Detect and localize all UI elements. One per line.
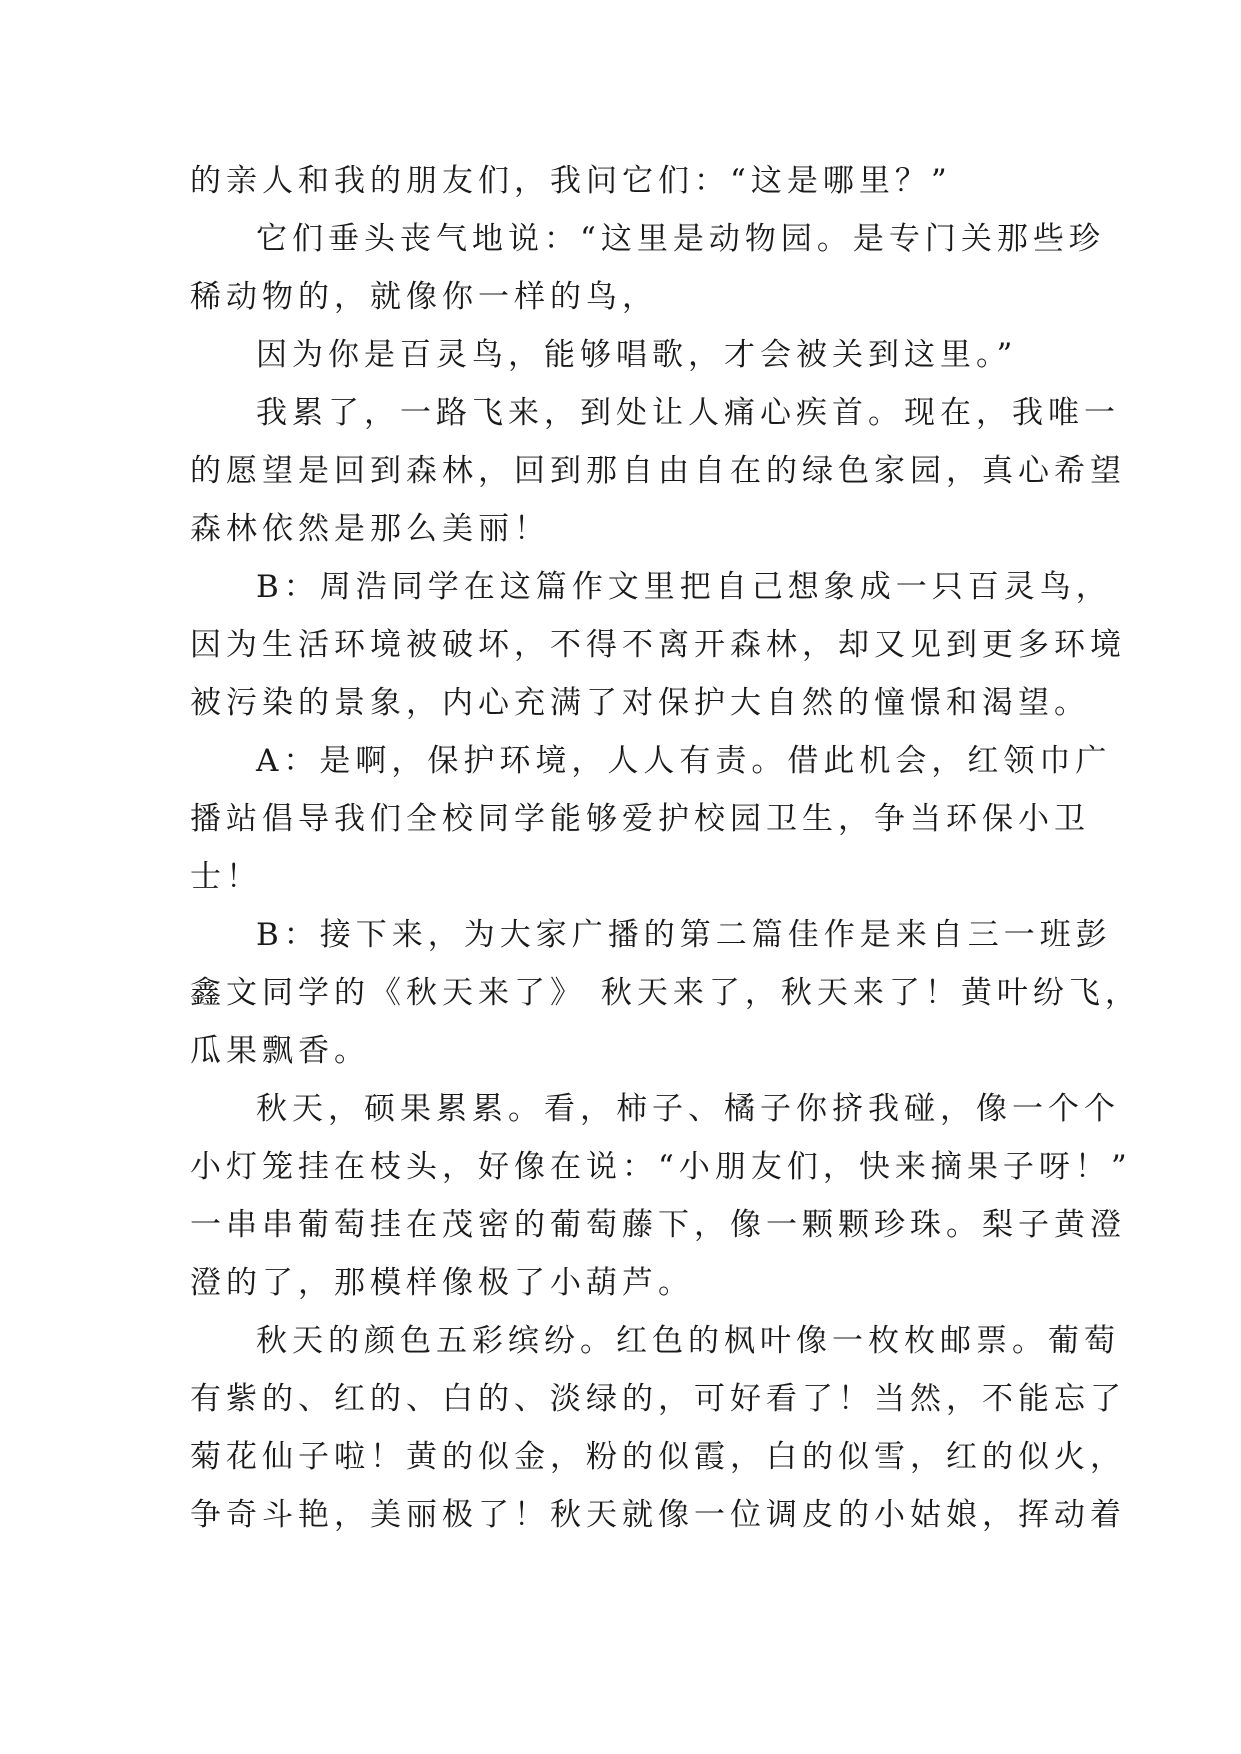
text-line: 鑫文同学的《秋天来了》 秋天来了，秋天来了！黄叶纷飞， xyxy=(190,975,1141,1011)
text-line: 它们垂头丧气地说：“这里是动物园。是专门关那些珍 xyxy=(256,221,1105,257)
text-line: 因为生活环境被破坏，不得不离开森林，却又见到更多环境 xyxy=(190,627,1126,663)
text-line: 因为你是百灵鸟，能够唱歌，才会被关到这里。” xyxy=(256,337,1018,373)
text-line: B：周浩同学在这篇作文里把自己想象成一只百灵鸟， xyxy=(256,569,1112,605)
text-line: 一串串葡萄挂在茂密的葡萄藤下，像一颗颗珍珠。梨子黄澄 xyxy=(190,1207,1126,1243)
text-line: 播站倡导我们全校同学能够爱护校园卫生，争当环保小卫 xyxy=(190,801,1090,837)
text-line: 稀动物的，就像你一样的鸟， xyxy=(190,279,658,315)
document-text-body xyxy=(190,152,1141,1544)
text-line: 的亲人和我的朋友们，我问它们：“这是哪里？” xyxy=(190,163,952,199)
text-line: 小灯笼挂在枝头，好像在说：“小朋友们，快来摘果子呀！” xyxy=(190,1149,1132,1185)
text-line: 菊花仙子啦！黄的似金，粉的似霞，白的似雪，红的似火， xyxy=(190,1439,1126,1475)
text-line: 我累了，一路飞来，到处让人痛心疾首。现在，我唯一 xyxy=(256,395,1120,431)
text-line: 秋天，硕果累累。看，柿子、橘子你挤我碰，像一个个 xyxy=(256,1091,1120,1127)
text-line: 士！ xyxy=(190,859,262,895)
text-line: 有紫的、红的、白的、淡绿的，可好看了！当然，不能忘了 xyxy=(190,1381,1126,1417)
text-line: 的愿望是回到森林，回到那自由自在的绿色家园，真心希望 xyxy=(190,453,1126,489)
text-line: 秋天的颜色五彩缤纷。红色的枫叶像一枚枚邮票。葡萄 xyxy=(256,1323,1120,1359)
text-line: 森林依然是那么美丽！ xyxy=(190,511,550,547)
text-line: A：是啊，保护环境，人人有责。借此机会，红领巾广 xyxy=(256,743,1112,779)
text-line: 瓜果飘香。 xyxy=(190,1033,370,1069)
text-line: 争奇斗艳，美丽极了！秋天就像一位调皮的小姑娘，挥动着 xyxy=(190,1497,1126,1533)
text-line: 被污染的景象，内心充满了对保护大自然的憧憬和渴望。 xyxy=(190,685,1090,721)
text-line: B：接下来，为大家广播的第二篇佳作是来自三一班彭 xyxy=(256,917,1112,953)
text-line: 澄的了，那模样像极了小葫芦。 xyxy=(190,1265,694,1301)
